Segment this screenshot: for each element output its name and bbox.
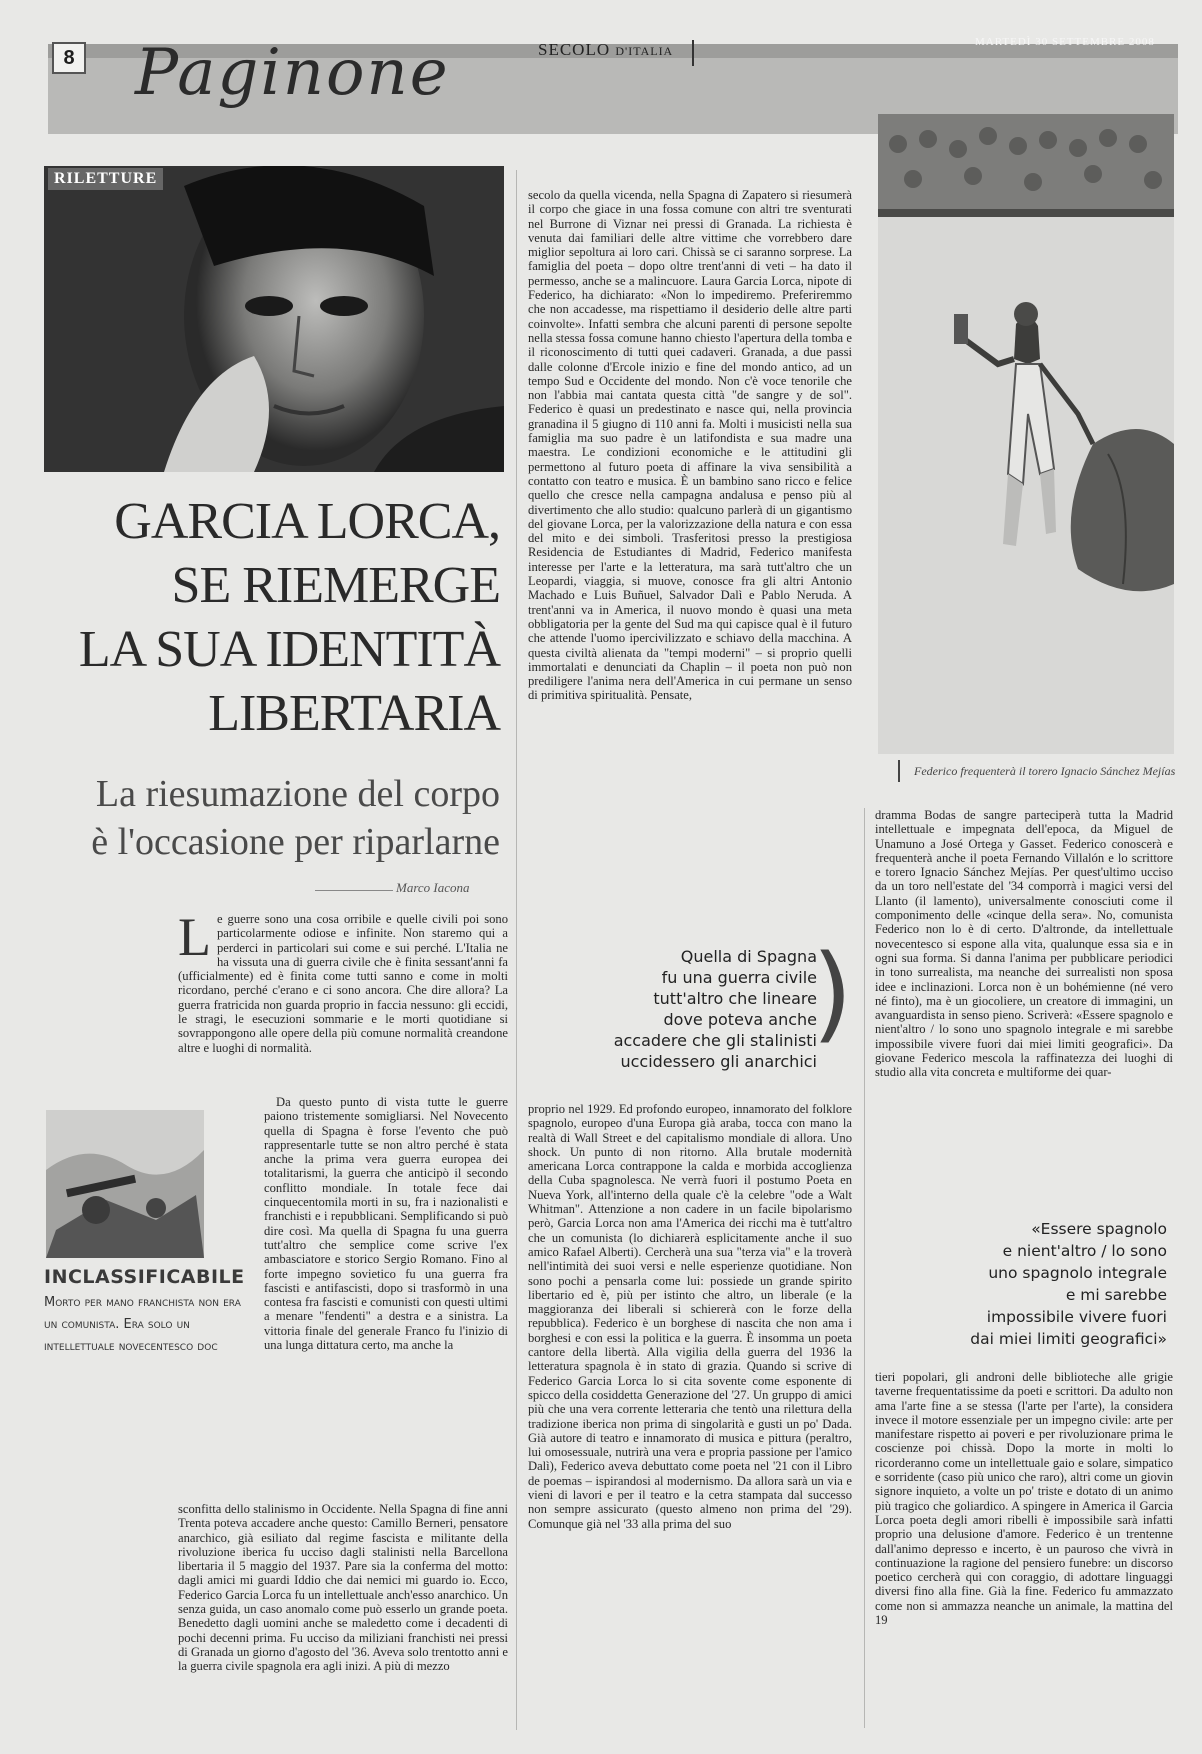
article-text: tieri popolari, gli androni delle biblioteche alle grigie taverne frequentatissime da poeti e scrittori. Da adulto non ama l'arte fine a se stessa (l'arte per l'arte), la considera invece il motore essenziale per un impegno civile: arte per manifestare rispetto ai poveri e per rivoluzionare prima le coscienze poi chissà. Dopo la morte in molti lo ricorderanno come un intellettuale gaio e solare, simpatico e sorridente (caso più unico che raro), altri come un giovin signore inquieto, a volte un po' triste e dotato di un animo più tragico che goliardico. A spingere in America il Garcia Lorca poeta degli amori ribelli è impossibile sarà infatti proprio una delusione d'amore. Federico è un trentenne dall'animo depresso e incerto, è un pauroso che vivrà in continuazione la ragione del pensiero funebre: un discorso poetico cercherà qui con coraggio, di adottare linguaggi diversi fino alla fine. Già la fine. Federico fu ammazzato come non si ammazza neanche un animale, la mattina del 19 xyxy=(875,1370,1173,1628)
pull-quote-line: fu una guerra civile xyxy=(661,968,817,987)
article-column-3-bottom xyxy=(875,1370,1173,1629)
masthead xyxy=(538,40,673,60)
pull-quote-line: dove poteva anche xyxy=(663,1010,817,1029)
sidebar-box-text: Morto per mano franchista non era un comunista. Era solo un intellettuale novecentesco doc xyxy=(44,1295,241,1354)
pull-quote-right xyxy=(905,1218,1167,1350)
headline-line: GARCIA LORCA, xyxy=(114,493,500,550)
sidebar-box-label: INCLASSIFICABILE xyxy=(44,1266,245,1288)
headline-line: LA SUA IDENTITÀ xyxy=(78,621,500,678)
lorca-portrait-photo xyxy=(44,166,504,472)
pull-quote-line: dai miei limiti geografici» xyxy=(970,1330,1167,1348)
article-column-1 xyxy=(178,907,508,1057)
header-divider xyxy=(692,40,694,66)
war-scene-photo xyxy=(46,1110,204,1258)
byline-rule xyxy=(315,890,393,891)
article-text: secolo da quella vicenda, nella Spagna di Zapatero si riesumerà il corpo che giace in una fossa comune con altri tre sventurati nel Burrone di Viznar nei pressi di Granada. La richiesta è venuta dai familiari delle altre vittime che vorrebbero dare miglior sepoltura ai loro cari. Chissà se ci saranno sorprese. La famiglia del poeta – dopo oltre trent'anni di veti – ha dato il permesso, anche se a malincuore. Laura Garcia Lorca, nipote di Federico, ha dichiarato: «Non lo impediremo. Preferiremmo che non accadesse, ma rispettiamo il desiderio delle altre parti coinvolte». Infatti sembra che alcuni parenti di persone sepolte nella stessa fossa comune hanno chiesto l'apertura della tomba e il riconoscimento di tutti quei cadaveri. Granada, a due passi dalle colonne d'Ercole inizio e fine del mondo antico, ad un tempo Sud e Occidente del mondo. Non c'è voce tenorile che non l'abbia mai cantata questa città "de sangre y de sol". Federico è quasi un predestinato e nasce qui, nella provincia granadina il 5 giugno di 110 anni fa. Molti i musicisti nella sua famiglia ma suo padre è un latifondista e sua madre una maestra. Le condizioni economiche e le attitudini gli permettono al futuro poeta di affinare la viva sensibilità a contatto con teatro e musica. È un bambino sano ricco e felice quello che cresce nella campagna andalusa e penso più al divertimento che allo studio: qualcuno parlerà di un gigantismo del giovane Lorca, per la valorizzazione della natura e con essa del mito e dei simboli. Trasferitosi presso la prestigiosa Residencia de Estudiantes di Madrid, Federico manifesta interesse per l'arte e la letteratura, ma sarà tutt'altro che un Leopardi, viaggia, si muove, conosce fra gli altri Antonio Machado e Luis Buñuel, Salvador Dalì e Pablo Neruda. A trent'anni va in America, il nuovo mondo è quasi una meta obbligatoria per la gente del Sud ma qui capisce qual è il futuro che attende l'uomo ipercivilizzato e schiavo della macchina. A questa civiltà alienata da "tempi moderni" – si proprio quelli immortalati e denunciati da Chaplin – il poeta non può non prediligere l'anima nera dell'America in cui permane un senso di primitiva spiritualità. Pensate, xyxy=(528,188,852,703)
subheadline-line: La riesumazione del corpo xyxy=(95,773,500,815)
masthead-suffix: D'ITALIA xyxy=(615,44,674,58)
sidebar-box xyxy=(44,1266,250,1364)
pull-quote-line: uccidessero gli anarchici xyxy=(620,1052,817,1071)
pull-quote xyxy=(572,946,817,1072)
byline: Marco Iacona xyxy=(396,880,470,895)
article-column-1-continued xyxy=(264,1095,508,1354)
pull-quote-line: impossibile vivere fuori xyxy=(986,1308,1167,1326)
article-column-2 xyxy=(528,188,852,705)
subheadline xyxy=(30,770,500,866)
pull-quote-line: e nient'altro / lo sono xyxy=(1002,1242,1167,1260)
bullfighter-photo xyxy=(878,114,1174,754)
article-text: dramma Bodas de sangre parteciperà tutta la Madrid intellettuale e impegnata dell'epoca, da Miguel de Unamuno a José Ortega y Gasset. Federico conoscerà e frequenterà anche il poeta Fernando Villalón e lo scrittore e torero Ignacio Sánchez Mejías. Per quest'ultimo ucciso da un toro nell'estate del '34 comporrà i magici versi del Llanto (il lamento), universalmente conosciuti come il componimento delle «cinque della sera». No, comunista Federico non lo è di certo. D'altronde, da intellettuale novecentesco si espone alla vita, qualunque essa sia e in ogni sua forma. Si danna l'anima per pubblicare periodici in tono surrealista, ma neanche dei surrealisti non sposa idee e inclinazioni. Lorca non è un bohémienne (né vero né finto), ma è un giocoliere, un creatore di immagini, un avanguardista in senso pieno. Scriverà: «Essere spagnolo e nient'altro / lo sono uno spagnolo integrale e mi sarebbe impossibile vivere fuori dai miei limiti geografici». Da giovane Federico mescola la raffinatezza dei luoghi di studio alla vita concreta e multiforme dei quar- xyxy=(875,808,1173,1080)
caption-rule xyxy=(898,760,900,782)
subheadline-line: è l'occasione per riparlarne xyxy=(91,821,500,863)
page-number: 8 xyxy=(52,42,86,74)
headline-line: SE RIEMERGE xyxy=(171,557,500,614)
column-divider xyxy=(516,170,517,1730)
pull-quote-line: Quella di Spagna xyxy=(680,947,817,966)
headline-line: LIBERTARIA xyxy=(208,685,500,742)
dateline: MARTEDÌ 30 SETTEMBRE 2008 xyxy=(975,36,1155,48)
section-kicker: RILETTURE xyxy=(48,168,163,190)
article-column-1-bottom xyxy=(178,1502,508,1676)
article-text: Da questo punto di vista tutte le guerre paiono tristemente somigliarsi. Nel Novecento quella di Spagna è forse l'evento che può rappresentarle tutte se non altro perché è stata anche la prima vera guerra europea dei totalitarismi, la guerra che anticipò il secondo conflitto mondiale. In totale fece dai cinquecentomila morti in su, fra i nazionalisti e franchisti e i repubblicani. Semplificando si può dire così. Ma quella di Spagna fu una guerra tutt'altro che semplice come scrive l'ex ambasciatore e storico Sergio Romano. Fino al forte impegno sovietico fu una guerra fra fascisti e antifascisti, dopo si trasformò in una contesa fra fascisti e comunisti con questi ultimi a menare "fendenti" a destra e a sinistra. La vittoria finale del generale Franco fu l'inizio di una lunga dittatura certo, ma anche la xyxy=(264,1095,508,1353)
photo-caption: Federico frequenterà il torero Ignacio Sánchez Mejías xyxy=(914,764,1176,778)
drop-cap: L xyxy=(178,907,211,967)
article-text: proprio nel 1929. Ed profondo europeo, innamorato del folklore spagnolo, europeo d'una Europa già araba, tocca con mano la realtà di Wall Street e del capitalismo mondiale di allora. Uno shock. Un punto di non ritorno. Alla brutale modernità americana Lorca contrappone la calda e morbida accoglienza della Cuba spagnolesca. Ne verrà fuori il postumo Poeta en Nueva York, all'interno della quale c'è la celebre "ode a Walt Whitman". Attenzione a non cadere in un facile bipolarismo però, Garcia Lorca non ama l'America dei ricchi ma è tutt'altro che un comunista (lo dichiarerà esplicitamente anche il suo amico Rafael Alberti). Cercherà una sua "terza via" e la troverà nell'intimità dei suoi versi e nelle esperienze quotidiane. Non sono pochi a pensarla come lui: possiede un grande spirito libertario ed è, più per istinto che altro, un liberale (e la maggioranza dei liberali si schiererà con le forze della repubblica). Federico è un borghese di nascita che non ama i borghesi e con essi la politica e la guerra. È insomma un poeta cantore della libertà. Alla vigilia della guerra del 1936 la letteratura spagnola è in stato di grazia. Quando si scrive di Federico Garcia Lorca lo si cita sovente come esponente di spicco della cosiddetta Generazione del '27. Un gruppo di amici più che una vera corrente letteraria che tentò una rilettura della tradizione iberica non prima di singolarità e gusti un po' Dada. Già autore di teatro e innamorato di musica e pittura (peraltro, lui omosessuale, nutrirà una vera e propria passione per l'amico Dalì), Federico aveva debuttato come poeta nel '21 con il Libro de poemas – ispirandosi al modernismo. Da allora sarà un via e vieni di lavori e per il teatro e la cetra stampata dal successo non sempre assicurato (questo almeno non prima del '29). Comunque già nel '33 alla prima del suo xyxy=(528,1102,852,1531)
quote-bracket-icon: ) xyxy=(812,932,853,1054)
article-text: sconfitta dello stalinismo in Occidente. Nella Spagna di fine anni Trenta poteva accadere anche questo: Camillo Berneri, pensatore anarchico, già esiliato dal regime fascista e militante della rivoluzione iberica fu ucciso dagli stalinisti nella Barcellona libertaria il 5 maggio del 1937. Pare sia la conferma del motto: dagli amici mi guardi Iddio che dai nemici mi guardo io. Ecco, Federico Garcia Lorca fu un intellettuale anch'esso anarchico. Un senza guida, un caso anomalo come può esserlo un grande poeta. Benedetto dagli uomini anche se maledetto come i decadenti di pochi decenni prima. Fu ucciso da miliziani franchisti nei pressi di Granada un giorno d'agosto del '36. Aveva solo trentotto anni e la guerra civile spagnola era agli inizi. A più di mezzo xyxy=(178,1502,508,1674)
article-text: e guerre sono una cosa orribile e quelle civili poi sono particolarmente odiose e infinite. Non staremo qui a perderci in particolari sui come e sui perché. L'Italia ne ha vissuta una di guerra civile che è finita sessant'anni fa (ufficialmente) ed è finita come tutti sanno e come in molti ricordano, perché c'erano e ci sono ancora. Che dire allora? La guerra fratricida non guarda proprio in faccia nessuno: gli eccidi, le stragi, le esecuzioni sommarie e le morti quotidiane si sovrappongono alle opere della più comune normalità creandone altre e luoghi di normalità. xyxy=(178,912,508,1055)
pull-quote-line: accadere che gli stalinisti xyxy=(613,1031,817,1050)
pull-quote-line: uno spagnolo integrale xyxy=(988,1264,1167,1282)
masthead-name: SECOLO xyxy=(538,40,611,59)
pull-quote-line: e mi sarebbe xyxy=(1065,1286,1167,1304)
article-column-3 xyxy=(875,808,1173,1082)
pull-quote-line: tutt'altro che lineare xyxy=(653,989,817,1008)
headline xyxy=(30,490,500,746)
article-column-2-bottom xyxy=(528,1102,852,1533)
column-divider xyxy=(864,808,865,1728)
pull-quote-line: «Essere spagnolo xyxy=(1031,1220,1167,1238)
section-title: Paginone xyxy=(135,36,450,110)
